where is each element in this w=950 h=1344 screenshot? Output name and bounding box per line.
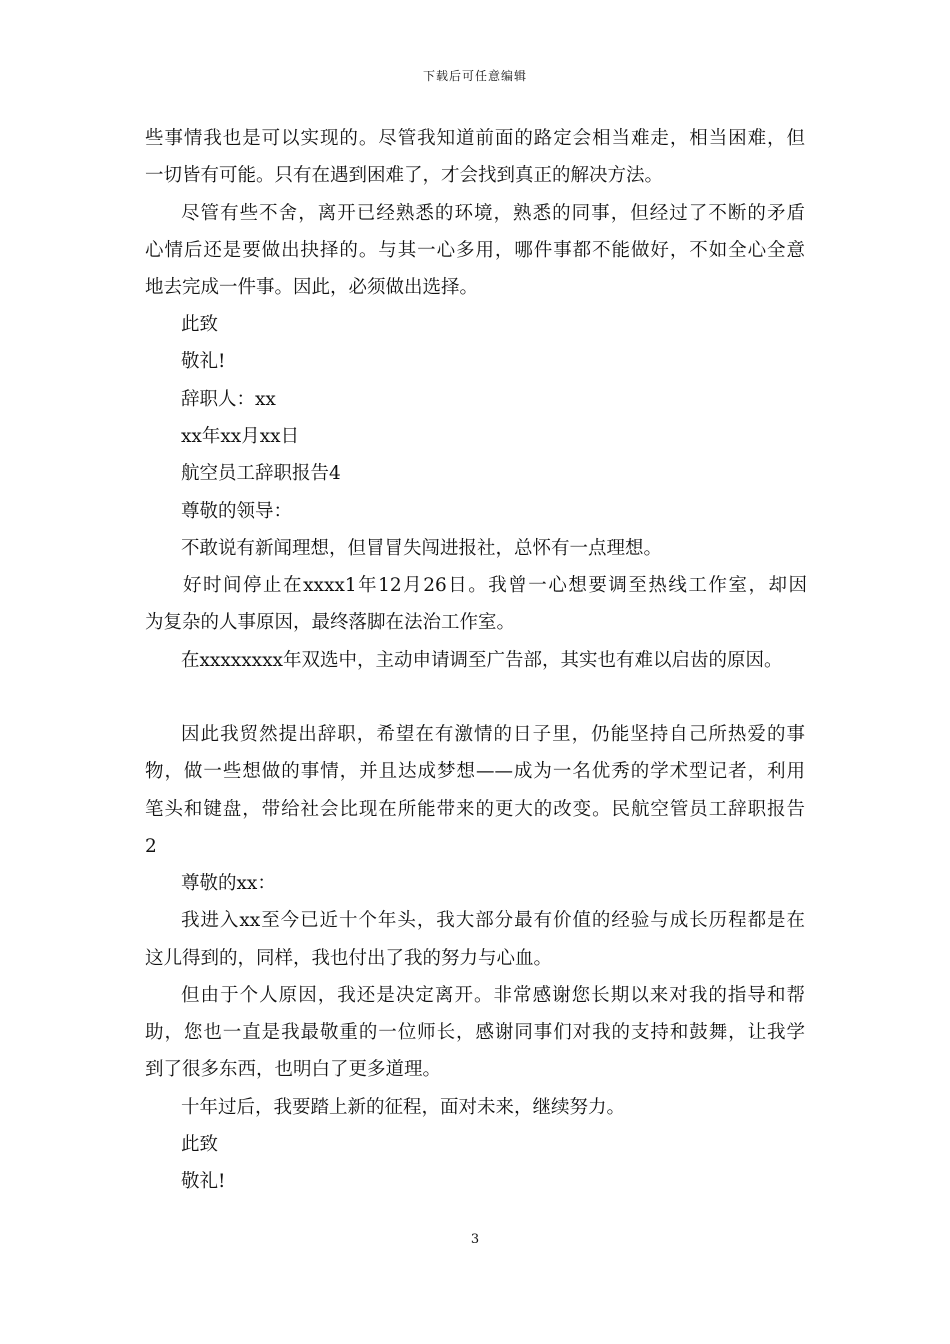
body-line: 一切皆有可能。只有在遇到困难了，才会找到真正的解决方法。 (145, 165, 664, 186)
salutation-line: 敬礼! (181, 351, 226, 372)
body-line: 助，您也一直是我最敬重的一位师长，感谢同事们对我的支持和鼓舞，让我学 (145, 1022, 805, 1043)
closing-line: 此致 (181, 314, 219, 335)
body-line: 尽管有些不舍，离开已经熟悉的环境，熟悉的同事，但经过了不断的矛盾 (181, 203, 805, 224)
body-line: 因此我贸然提出辞职，希望在有激情的日子里，仍能坚持自己所热爱的事 (181, 724, 805, 745)
greeting-line: 尊敬的xx： (181, 873, 276, 894)
page-number: 3 (470, 1232, 480, 1247)
section-title: 航空员工辞职报告4 (181, 463, 341, 484)
body-line: 在xxxxxxxx年双选中，主动申请调至广告部，其实也有难以启齿的原因。 (181, 650, 783, 671)
signature-line: 辞职人：xx (181, 389, 276, 410)
body-line: 十年过后，我要踏上新的征程，面对未来，继续努力。 (181, 1097, 626, 1118)
page-header: 下载后可任意编辑 (422, 69, 527, 83)
body-line: 笔头和键盘，带给社会比现在所能带来的更大的改变。民航空管员工辞职报告 (145, 799, 805, 820)
body-line: 我进入xx至今已近十个年头，我大部分最有价值的经验与成长历程都是在 (181, 910, 805, 931)
body-line: 这儿得到的，同样，我也付出了我的努力与心血。 (145, 948, 553, 969)
body-line: 好时间停止在xxxx1年12月26日。我曾一心想要调至热线工作室，却因 (183, 575, 807, 596)
body-line: 地去完成一件事。因此，必须做出选择。 (145, 277, 479, 298)
body-line: 为复杂的人事原因，最终落脚在法治工作室。 (145, 612, 516, 633)
body-line: 心情后还是要做出抉择的。与其一心多用，哪件事都不能做好，不如全心全意 (145, 240, 805, 261)
body-line: 不敢说有新闻理想，但冒冒失闯进报社，总怀有一点理想。 (181, 538, 663, 559)
body-line: 但由于个人原因，我还是决定离开。非常感谢您长期以来对我的指导和帮 (181, 985, 805, 1006)
body-line: 2 (145, 836, 157, 857)
body-line: 到了很多东西，也明白了更多道理。 (145, 1059, 442, 1080)
salutation-line: 敬礼! (181, 1171, 226, 1192)
body-line: 物，做一些想做的事情，并且达成梦想——成为一名优秀的学术型记者，利用 (145, 761, 805, 782)
greeting-line: 尊敬的领导： (181, 501, 293, 522)
body-line: 些事情我也是可以实现的。尽管我知道前面的路定会相当难走，相当困难，但 (145, 128, 805, 149)
closing-line: 此致 (181, 1134, 219, 1155)
date-line: xx年xx月xx日 (181, 426, 300, 447)
